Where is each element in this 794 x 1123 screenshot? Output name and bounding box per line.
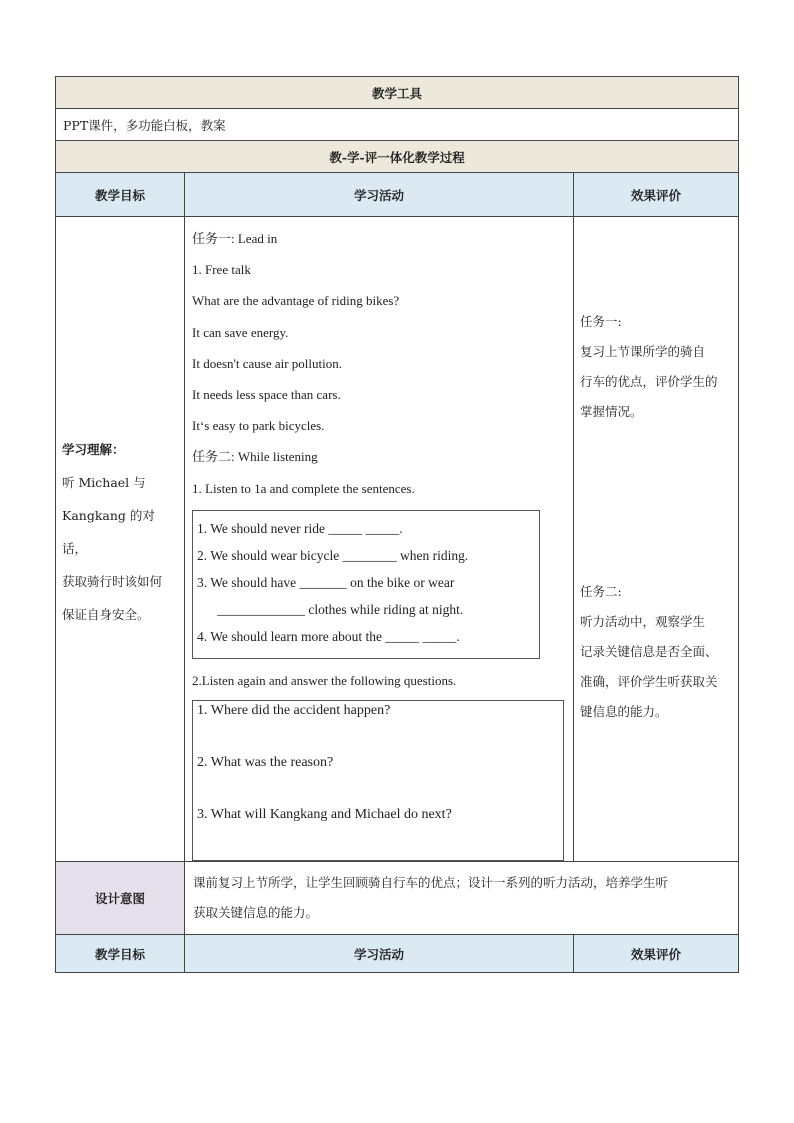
eval-task2-line: 听力活动中，观察学生 [580, 614, 706, 629]
activity-line: What are the advantage of riding bikes? [192, 293, 400, 309]
goal-line: 听 Michael 与 [62, 475, 146, 490]
activity-line: 1. Free talk [192, 262, 251, 278]
activity-line: It doesn't cause air pollution. [192, 355, 343, 371]
eval-task2-line: 准确，评价学生听获取关 [580, 674, 718, 689]
fill-in-sentences-box [192, 510, 540, 659]
evaluation-column-header-repeat: 效果评价 [574, 935, 739, 973]
tools-content: PPT课件，多功能白板，教案 [56, 109, 739, 141]
activity-line: 任务一: Lead in [192, 231, 278, 246]
design-line: 获取关键信息的能力。 [193, 905, 319, 921]
evaluation-column-header: 效果评价 [574, 173, 739, 217]
lesson-plan-table [55, 76, 739, 973]
sentence-item: 4. We should learn more about the _____ _____. [197, 628, 460, 644]
design-content [185, 862, 739, 935]
eval-task1-line: 复习上节课所学的骑自 [580, 344, 706, 359]
activity-column-header: 学习活动 [185, 173, 574, 217]
activity-line: It can save energy. [192, 324, 289, 340]
design-label: 设计意图 [56, 862, 185, 935]
sentence-item: 2. We should wear bicycle ________ when riding. [197, 547, 469, 563]
design-line: 课前复习上节所学，让学生回顾骑自行车的优点；设计一系列的听力活动，培养学生听 [193, 875, 669, 891]
eval-task2-line: 键信息的能力。 [580, 704, 668, 719]
goal-line: 保证自身安全。 [62, 607, 150, 622]
activity-line: 任务二: While listening [192, 449, 318, 465]
sentence-item: 1. We should never ride _____ _____. [197, 520, 403, 536]
process-header: 教-学-评一体化教学过程 [56, 141, 739, 173]
goal-column-header: 教学目标 [56, 173, 185, 217]
sentence-item: _____________ clothes while riding at night. [197, 601, 464, 617]
question-item: 2. What was the reason? [197, 755, 334, 771]
tools-header: 教学工具 [56, 77, 739, 109]
goal-title: 学习理解： [62, 442, 125, 457]
lesson-plan-page [55, 76, 738, 973]
listen-again-line: 2.Listen again and answer the following questions. [192, 672, 457, 688]
sentence-item: 3. We should have _______ on the bike or wear [197, 574, 455, 590]
goal-line: Kangkang 的对话， [62, 508, 155, 556]
eval-task2-title: 任务二: [580, 584, 622, 599]
evaluation-cell [574, 217, 739, 862]
questions-box [192, 700, 564, 861]
goal-line: 获取骑行时该如何 [62, 574, 163, 589]
eval-task1-title: 任务一: [580, 314, 622, 329]
activity-column-header-repeat: 学习活动 [185, 935, 574, 973]
eval-task1-line: 行车的优点，评价学生的 [580, 374, 718, 389]
activity-line: It needs less space than cars. [192, 387, 341, 403]
goal-column-header-repeat: 教学目标 [56, 935, 185, 973]
eval-task1-line: 掌握情况。 [580, 404, 643, 419]
eval-task2-line: 记录关键信息是否全面、 [580, 644, 718, 659]
activity-cell [185, 217, 574, 862]
question-item: 3. What will Kangkang and Michael do next? [197, 807, 452, 823]
activity-line: It‘s easy to park bicycles. [192, 418, 325, 434]
goal-cell [56, 217, 185, 862]
activity-line: 1. Listen to 1a and complete the sentences. [192, 480, 415, 496]
question-item: 1. Where did the accident happen? [197, 703, 391, 719]
